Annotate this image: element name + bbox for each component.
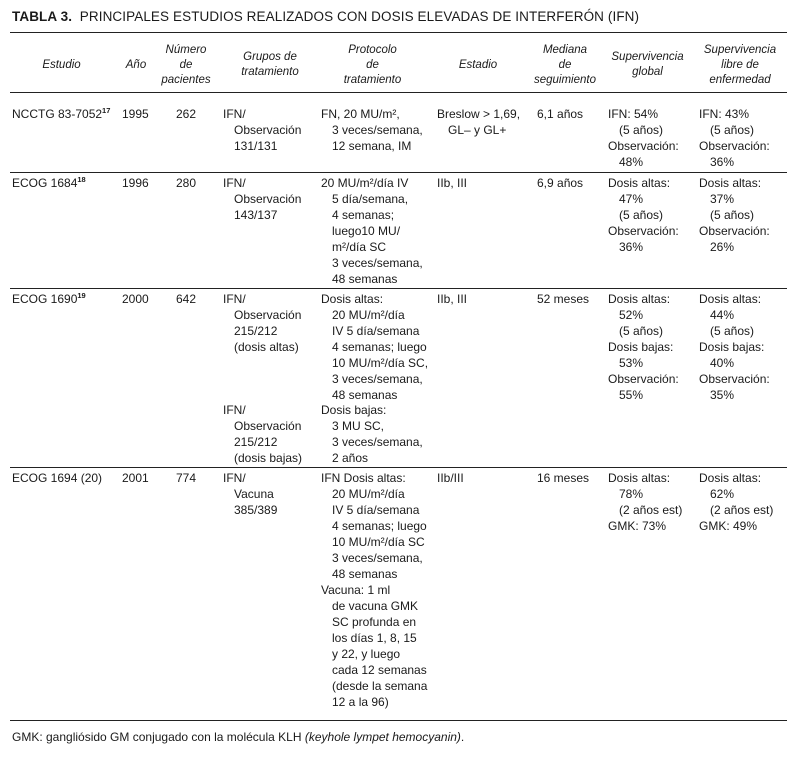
row2-estadio bbox=[437, 175, 467, 191]
row1-protocolo-line: 3 veces/semana, bbox=[332, 123, 423, 137]
row4-protocolo bbox=[321, 470, 427, 710]
row2-sup-libre-line: (5 años) bbox=[710, 208, 755, 222]
row1-estadio-line: Breslow > 1,69, bbox=[437, 107, 521, 121]
header-sup-global bbox=[605, 50, 690, 80]
row2-rule bbox=[10, 288, 787, 289]
row4-protocolo-line: (desde la semana bbox=[332, 679, 428, 693]
row4-estadio bbox=[437, 470, 464, 486]
row2-sup-global-line: 47% bbox=[619, 192, 644, 206]
row4-grupos-line: 385/389 bbox=[234, 503, 278, 517]
row1-sup-global bbox=[608, 106, 679, 170]
row3-sup-global-line: (5 años) bbox=[619, 324, 664, 338]
header-grupos-line: Grupos de bbox=[243, 51, 297, 63]
row4-estadio-line: IIb/III bbox=[437, 471, 464, 485]
row2-protocolo-line: 20 MU/m²/día IV bbox=[321, 176, 409, 190]
row4-protocolo-line: IFN Dosis altas: bbox=[321, 471, 406, 485]
header-sup-global-line: Supervivencia bbox=[611, 51, 684, 63]
row1-grupos-line: IFN/ bbox=[223, 107, 246, 121]
row4-protocolo-line: cada 12 semanas bbox=[332, 663, 427, 677]
row3-sup-libre bbox=[699, 291, 770, 403]
header-sup-libre-line: enfermedad bbox=[709, 74, 771, 86]
row1-grupos-line: Observación bbox=[234, 123, 302, 137]
table-title bbox=[12, 9, 639, 24]
row4-grupos-line: IFN/ bbox=[223, 471, 246, 485]
header-estudio-line: Estudio bbox=[42, 59, 81, 71]
row2-anio: 1996 bbox=[122, 176, 149, 190]
header-protocolo-line: de bbox=[366, 59, 379, 71]
row4-grupos bbox=[223, 470, 277, 518]
row3-sup-global-line: 53% bbox=[619, 356, 644, 370]
row2-protocolo-line: 4 semanas; bbox=[332, 208, 395, 222]
header-numero-line: pacientes bbox=[161, 74, 211, 86]
row1-grupos-line: 131/131 bbox=[234, 139, 278, 153]
row1-mediana: 6,1 años bbox=[537, 107, 584, 121]
row2-sup-global-line: (5 años) bbox=[619, 208, 664, 222]
header-numero-line: de bbox=[179, 59, 193, 71]
row3-grupos-dosis-altas bbox=[223, 291, 301, 355]
header-mediana-line: de bbox=[558, 59, 572, 71]
header-sup-global-line: global bbox=[632, 66, 663, 78]
row4-protocolo-line: Vacuna: 1 ml bbox=[321, 583, 391, 597]
header-estudio bbox=[14, 58, 109, 73]
row3-estudio: ECOG 1690$^{19}$ bbox=[12, 291, 86, 306]
row3-protocolo-dosis-altas-line: 10 MU/m²/día SC, bbox=[332, 356, 429, 370]
row3-sup-global-line: Dosis altas: bbox=[608, 292, 671, 306]
row3-pacientes: 642 bbox=[175, 292, 196, 306]
row1-sup-global-line: (5 años) bbox=[619, 123, 664, 137]
row4-protocolo-line: IV 5 día/semana bbox=[332, 503, 420, 517]
row3-sup-global-line: 52% bbox=[619, 308, 644, 322]
row3-anio: 2000 bbox=[122, 292, 149, 306]
row4-protocolo-line: 12 a la 96) bbox=[332, 695, 389, 709]
row3-sup-libre-line: 40% bbox=[710, 356, 735, 370]
header-protocolo-line: tratamiento bbox=[343, 74, 402, 86]
row3-protocolo-dosis-altas-line: 4 semanas; luego bbox=[332, 340, 427, 354]
header-rule bbox=[10, 92, 787, 93]
row1-anio: 1995 bbox=[122, 107, 149, 121]
row3-sup-libre-line: Dosis altas: bbox=[699, 292, 762, 306]
row4-protocolo-line: y 22, y luego bbox=[332, 647, 401, 661]
row4-protocolo-line: 20 MU/m²/día bbox=[332, 487, 405, 501]
row2-protocolo-line: m²/día SC bbox=[332, 240, 387, 254]
row3-protocolo-dosis-bajas-line: 3 veces/semana, bbox=[332, 435, 423, 449]
header-grupos-line: tratamiento bbox=[241, 66, 299, 78]
row4-sup-libre-line: GMK: 49% bbox=[699, 519, 758, 533]
row3-protocolo-dosis-bajas-line: Dosis bajas: bbox=[321, 403, 387, 417]
header-anio bbox=[118, 58, 154, 73]
row3-grupos-dosis-altas-line: IFN/ bbox=[223, 292, 246, 306]
row3-rule bbox=[10, 467, 787, 468]
row3-protocolo-dosis-bajas bbox=[321, 402, 423, 466]
row2-grupos-line: Observación bbox=[234, 192, 302, 206]
header-sup-libre-line: libre de bbox=[721, 59, 759, 71]
header-mediana bbox=[530, 43, 600, 88]
header-sup-libre-line: Supervivencia bbox=[703, 44, 777, 56]
header-numero bbox=[156, 43, 216, 88]
row2-mediana: 6,9 años bbox=[537, 176, 584, 190]
row3-grupos-dosis-bajas-line: IFN/ bbox=[223, 403, 246, 417]
row2-sup-libre-line: 37% bbox=[710, 192, 735, 206]
row3-protocolo-dosis-bajas-line: 3 MU SC, bbox=[332, 419, 385, 433]
row4-sup-global-line: GMK: 73% bbox=[608, 519, 667, 533]
header-mediana-line: Mediana bbox=[542, 44, 588, 56]
row3-sup-libre-line: 35% bbox=[710, 388, 735, 402]
row2-sup-global-line: 36% bbox=[619, 240, 644, 254]
header-estadio bbox=[437, 58, 519, 73]
row2-sup-libre-line: 26% bbox=[710, 240, 735, 254]
row1-rule bbox=[10, 172, 787, 173]
row2-estudio: ECOG 1684$^{18}$ bbox=[12, 175, 86, 190]
header-numero-line: Número bbox=[165, 44, 207, 56]
row3-grupos-dosis-altas-line: (dosis altas) bbox=[234, 340, 299, 354]
row2-protocolo-line: luego10 MU/ bbox=[332, 224, 401, 238]
footnote: GMK: gangliósido GM conjugado con la molécula KLH (keyhole lympet hemocyanin). bbox=[12, 730, 465, 744]
row2-sup-global-line: Dosis altas: bbox=[608, 176, 671, 190]
top-rule bbox=[10, 32, 787, 33]
row2-protocolo-line: 3 veces/semana, bbox=[332, 256, 423, 270]
row3-protocolo-dosis-altas-line: IV 5 día/semana bbox=[332, 324, 420, 338]
row4-estudio: ECOG 1694 (20) bbox=[12, 471, 103, 485]
row3-sup-libre-line: 44% bbox=[710, 308, 735, 322]
row4-sup-global-line: (2 años est) bbox=[619, 503, 683, 517]
row2-protocolo-line: 5 día/semana, bbox=[332, 192, 409, 206]
row4-anio: 2001 bbox=[122, 471, 149, 485]
row3-estadio-line: IIb, III bbox=[437, 292, 468, 306]
row2-sup-libre bbox=[699, 175, 770, 255]
row2-protocolo-line: 48 semanas bbox=[332, 272, 398, 286]
row3-sup-libre-line: Dosis bajas: bbox=[699, 340, 765, 354]
row1-estudio: NCCTG 83-7052$^{17}$ bbox=[12, 106, 111, 121]
row3-estadio bbox=[437, 291, 467, 307]
row4-protocolo-line: 10 MU/m²/día SC bbox=[332, 535, 425, 549]
header-protocolo-line: Protocolo bbox=[348, 44, 397, 56]
row3-grupos-dosis-bajas bbox=[223, 402, 302, 466]
header-grupos bbox=[225, 50, 315, 80]
row1-estadio bbox=[437, 106, 520, 138]
row4-protocolo-line: 48 semanas bbox=[332, 567, 398, 581]
row2-grupos-line: IFN/ bbox=[223, 176, 246, 190]
bottom-rule bbox=[10, 720, 787, 721]
row3-protocolo-dosis-altas-line: 20 MU/m²/día bbox=[332, 308, 405, 322]
row4-protocolo-line: los días 1, 8, 15 bbox=[332, 631, 417, 645]
header-anio-line: Año bbox=[125, 59, 147, 71]
row4-sup-global-line: Dosis altas: bbox=[608, 471, 671, 485]
row3-protocolo-dosis-altas-line: 48 semanas bbox=[332, 388, 398, 402]
row3-grupos-dosis-bajas-line: (dosis bajas) bbox=[234, 451, 303, 465]
row1-sup-global-line: IFN: 54% bbox=[608, 107, 659, 121]
row4-mediana: 16 meses bbox=[537, 471, 590, 485]
row1-grupos bbox=[223, 106, 301, 154]
row3-sup-libre-line: (5 años) bbox=[710, 324, 755, 338]
row1-sup-global-line: 48% bbox=[619, 155, 644, 169]
row2-sup-global-line: Observación: bbox=[608, 224, 679, 238]
row4-protocolo-line: 3 veces/semana, bbox=[332, 551, 423, 565]
row4-sup-libre-line: (2 años est) bbox=[710, 503, 774, 517]
row1-sup-global-line: Observación: bbox=[608, 139, 679, 153]
row4-sup-libre-line: Dosis altas: bbox=[699, 471, 762, 485]
row1-sup-libre-line: 36% bbox=[710, 155, 735, 169]
row3-sup-global-line: Dosis bajas: bbox=[608, 340, 674, 354]
row4-pacientes: 774 bbox=[175, 471, 196, 485]
row1-sup-libre-line: IFN: 43% bbox=[699, 107, 750, 121]
table-number: TABLA 3. bbox=[12, 9, 73, 24]
row4-sup-libre-line: 62% bbox=[710, 487, 735, 501]
table-caption: PRINCIPALES ESTUDIOS REALIZADOS CON DOSIS ELEVADAS DE INTERFERÓN (IFN) bbox=[79, 9, 640, 24]
row3-sup-global-line: Observación: bbox=[608, 372, 679, 386]
row1-sup-libre-line: (5 años) bbox=[710, 123, 755, 137]
row4-protocolo-line: 4 semanas; luego bbox=[332, 519, 427, 533]
row1-protocolo bbox=[321, 106, 423, 154]
row4-sup-libre bbox=[699, 470, 773, 534]
row3-sup-libre-line: Observación: bbox=[699, 372, 770, 386]
row2-grupos bbox=[223, 175, 301, 223]
row1-sup-libre-line: Observación: bbox=[699, 139, 770, 153]
row3-grupos-dosis-altas-line: Observación bbox=[234, 308, 302, 322]
row3-protocolo-dosis-bajas-line: 2 años bbox=[332, 451, 369, 465]
row1-estadio-line: GL– y GL+ bbox=[448, 123, 507, 137]
row3-protocolo-dosis-altas-line: 3 veces/semana, bbox=[332, 372, 423, 386]
row1-sup-libre bbox=[699, 106, 770, 170]
row3-grupos-dosis-bajas-line: Observación bbox=[234, 419, 302, 433]
row4-protocolo-line: SC profunda en bbox=[332, 615, 417, 629]
row2-pacientes: 280 bbox=[175, 176, 196, 190]
row4-sup-global-line: 78% bbox=[619, 487, 644, 501]
row3-grupos-dosis-altas-line: 215/212 bbox=[234, 324, 278, 338]
row2-estadio-line: IIb, III bbox=[437, 176, 468, 190]
row2-sup-libre-line: Observación: bbox=[699, 224, 770, 238]
row1-protocolo-line: 12 semana, IM bbox=[332, 139, 412, 153]
row3-grupos-dosis-bajas-line: 215/212 bbox=[234, 435, 278, 449]
row3-protocolo-dosis-altas-line: Dosis altas: bbox=[321, 292, 384, 306]
header-estadio-line: Estadio bbox=[458, 59, 498, 71]
row2-sup-libre-line: Dosis altas: bbox=[699, 176, 762, 190]
row3-mediana: 52 meses bbox=[537, 292, 590, 306]
row1-protocolo-line: FN, 20 MU/m², bbox=[321, 107, 400, 121]
row2-sup-global bbox=[608, 175, 679, 255]
row4-protocolo-line: de vacuna GMK bbox=[332, 599, 419, 613]
row1-pacientes: 262 bbox=[175, 107, 196, 121]
row3-sup-global-line: 55% bbox=[619, 388, 644, 402]
row4-grupos-line: Vacuna bbox=[234, 487, 274, 501]
row2-protocolo bbox=[321, 175, 423, 287]
row4-sup-global bbox=[608, 470, 682, 534]
row3-sup-global bbox=[608, 291, 679, 403]
header-protocolo bbox=[320, 43, 425, 88]
header-mediana-line: seguimiento bbox=[533, 74, 596, 86]
header-sup-libre bbox=[694, 43, 786, 88]
row2-grupos-line: 143/137 bbox=[234, 208, 278, 222]
row3-protocolo-dosis-altas bbox=[321, 291, 428, 403]
